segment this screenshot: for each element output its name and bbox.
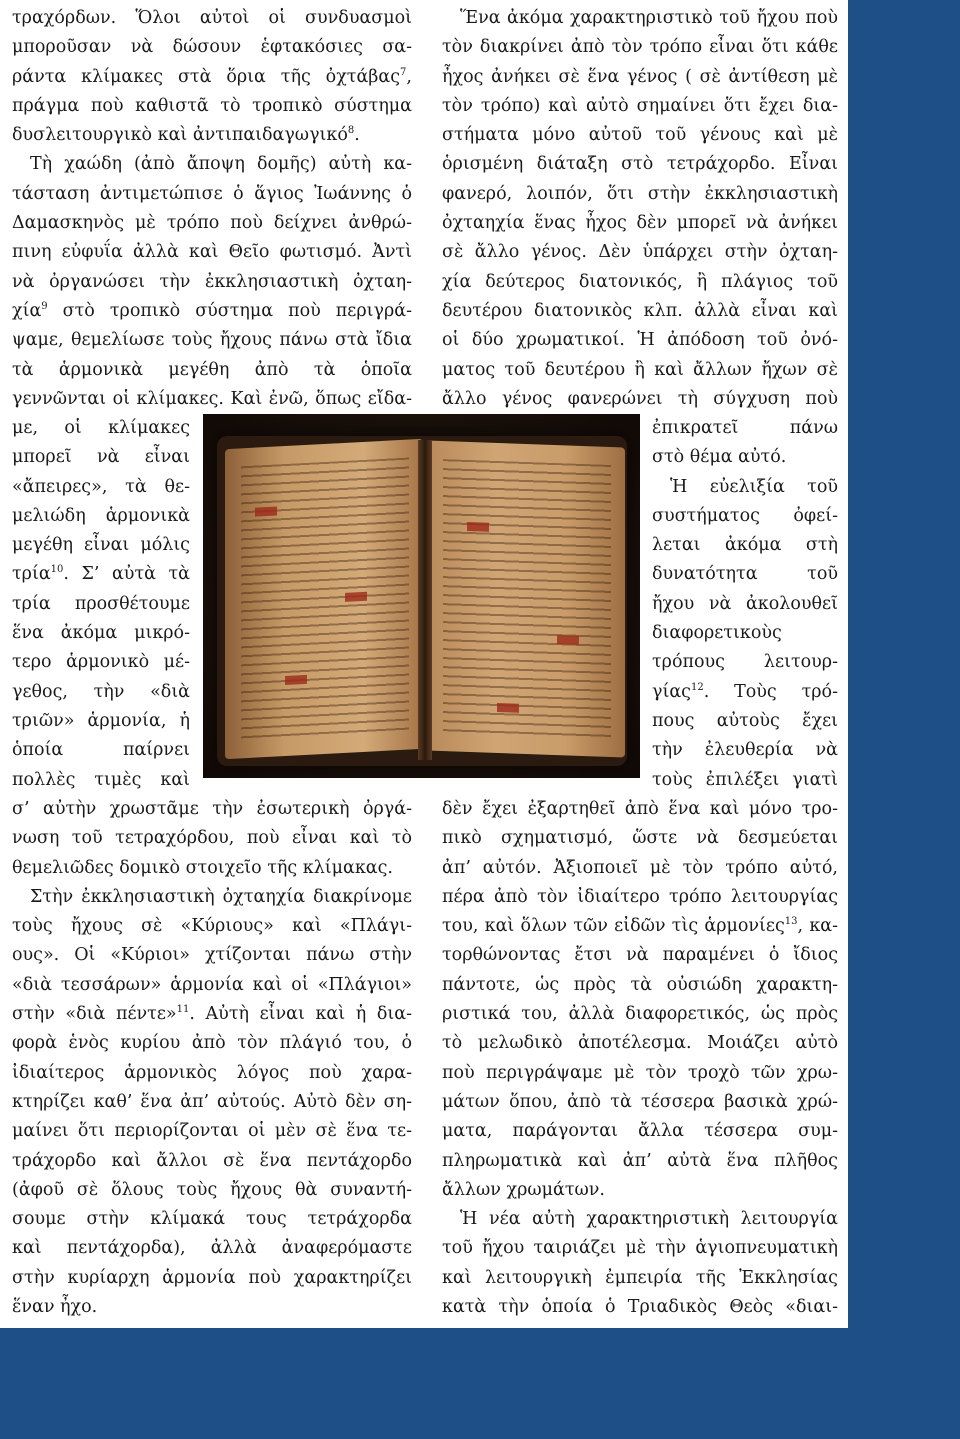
- text-line: πέρα ἀπὸ τὸν ἰδιαίτερο τρόπο λειτουργίας: [442, 886, 838, 907]
- rubric-mark: [345, 592, 367, 602]
- text-line: μεγέθη εἶναι μόλις: [12, 535, 190, 556]
- text-line: οἱ δύο χρωματικοί. Ἡ ἀπόδοση τοῦ ὀνό-: [442, 330, 838, 351]
- text-line: Δαμασκηνὸς μὲ τρόπο ποὺ δείχνει ἀνθρώ-: [12, 213, 412, 234]
- accent-bottom-band: [0, 1328, 960, 1439]
- manuscript-photo: [203, 414, 640, 778]
- text-line: Ἡ νέα αὐτὴ χαρακτηριστικὴ λειτουργία: [460, 1209, 838, 1230]
- text-line: διαφορετικοὺς: [652, 623, 782, 644]
- footnote-ref: 13: [784, 916, 798, 928]
- text-line: στὴν «διὰ πέντε»$^{11}$. Αὐτὴ εἶναι καὶ ἡ δια-: [12, 1004, 412, 1025]
- manuscript-left-page: [225, 439, 423, 759]
- text-line: γίας$^{12}$. Τοὺς τρό-: [652, 681, 838, 702]
- text-line: τάσταση ἀντιμετώπισε ὁ ἅγιος Ἰωάννης ὁ: [12, 183, 412, 204]
- text-line: γεννῶνται οἱ κλίμακες. Καὶ ἐνῶ, ὅπως εἴδα-: [12, 388, 412, 409]
- text-line: σὲ ἄλλο γένος. Δὲν ὑπάρχει στὴν ὀχταη-: [442, 242, 838, 263]
- text-line: τρία προσθέτουμε: [12, 593, 190, 614]
- text-line: γεθος, τὴν «διὰ: [12, 681, 190, 702]
- text-line: δευτέρου διατονικὸς κλπ. ἀλλὰ εἶναι καὶ: [442, 300, 838, 321]
- rubric-mark: [467, 522, 489, 532]
- text-line: συστήματος ὀφεί-: [652, 505, 838, 526]
- text-line: θεμελιῶδες δομικὸ στοιχεῖο τῆς κλίμακας.: [12, 857, 393, 878]
- text-line: μποροῦσαν νὰ δώσουν ἑφτακόσιες σα-: [12, 37, 412, 58]
- text-line: ριστικά του, ἀλλὰ διαφορετικός, ὡς πρὸς: [442, 1004, 838, 1025]
- text-line: ἀπ’ αὐτόν. Ἀξιοποιεῖ μὲ τὸν τρόπο αὐτό,: [442, 857, 838, 878]
- text-line: μαίνει ὅτι περιορίζονται οἱ μὲν σὲ ἕνα τε-: [12, 1121, 412, 1142]
- footnote-ref: 10: [50, 564, 64, 576]
- text-line: καὶ πεντάχορδα), ἀλλὰ ἀναφερόμαστε: [12, 1238, 412, 1259]
- text-line: ματα, παράγονται ἄλλα τέσσερα συμ-: [442, 1121, 838, 1142]
- text-line: ὁποία παίρνει: [12, 740, 190, 761]
- text-line: μελιώδη ἁρμονικὰ: [12, 505, 190, 526]
- text-line: ποὺ περιγράψαμε μὲ τὸν τροχὸ τῶν χρω-: [442, 1062, 838, 1083]
- text-line: ὁρισμένη διάταξη στὸ τετράχορδο. Εἶναι: [442, 154, 838, 175]
- manuscript-text-lines: [443, 459, 611, 739]
- text-line: ἤχου νὰ ἀκολουθεῖ: [652, 593, 838, 614]
- text-line: στήματα μόνο αὐτοῦ τοῦ γένους καὶ μὲ: [442, 125, 838, 146]
- rubric-mark: [497, 703, 519, 713]
- accent-sidebar: [848, 0, 960, 1439]
- text-line: καὶ λειτουργικὴ ἐμπειρία τῆς Ἐκκλησίας: [442, 1267, 838, 1288]
- text-line: τὰ ἁρμονικὰ μεγέθη ἀπὸ τὰ ὁποῖα: [12, 359, 412, 380]
- text-line: τὸν τρόπο) καὶ αὐτὸ σημαίνει ὅτι ἔχει δια-: [442, 95, 838, 116]
- left-column: [12, 4, 412, 414]
- text-line: ματος τοῦ δευτέρου ἢ καὶ ἄλλων ἤχων σὲ: [442, 359, 838, 380]
- text-line: τοὺς ἤχους σὲ «Κύριους» καὶ «Πλάγι-: [12, 916, 412, 937]
- text-line: δυσλειτουργικὸ καὶ ἀντιπαιδαγωγικό$^8$.: [12, 125, 360, 146]
- text-line: νὰ ὀργανώσει τὴν ἐκκλησιαστικὴ ὀχταη-: [12, 271, 412, 292]
- text-line: ψαμε, θεμελίωσε τοὺς ἤχους πάνω στὰ ἴδια: [12, 330, 412, 351]
- footnote-ref: 8: [347, 125, 355, 137]
- text-line: τερο ἁρμονικὸ μέ-: [12, 652, 190, 673]
- text-line: τραχόρδων. Ὅλοι αὐτοὶ οἱ συνδυασμοὶ: [12, 8, 412, 28]
- text-line: τοῦ ἤχου ταιριάζει μὲ τὴν ἁγιοπνευματικὴ: [442, 1238, 838, 1259]
- left-wrap-text: [12, 414, 190, 795]
- text-line: τράχορδο καὶ ἄλλοι σὲ ἕνα πεντάχορδο: [12, 1150, 412, 1171]
- text-line: τριῶν» ἁρμονία, ἡ: [12, 710, 190, 731]
- text-line: ους». Οἱ «Κύριοι» χτίζονται πάνω στὴν: [12, 945, 412, 966]
- manuscript-text-lines: [241, 458, 409, 741]
- text-line: φανερό, λοιπόν, ὅτι στὴν ἐκκλησιαστικὴ: [442, 183, 838, 204]
- text-line: ἕνα ἀκόμα μικρό-: [12, 623, 190, 644]
- text-line: σ’ αὐτὴν χρωστᾶμε τὴν ἐσωτερικὴ ὀργά-: [12, 799, 412, 819]
- text-line: (ἀφοῦ σὲ ὅλους τοὺς ἤχους θὰ συναντή-: [12, 1179, 412, 1200]
- text-line: τρόπους λειτουρ-: [652, 652, 838, 673]
- text-line: λεται ἀκόμα στὴ: [652, 535, 838, 556]
- text-line: στὸ θέμα αὐτό.: [652, 447, 787, 468]
- text-line: στὴν κυρίαρχη ἁρμονία ποὺ χαρακτηρίζει: [12, 1267, 412, 1288]
- text-line: τορθώνοντας ἔτσι νὰ παραμένει ὁ ἴδιος: [442, 945, 838, 966]
- manuscript-right-page: [427, 441, 625, 758]
- text-line: κατὰ τὴν ὁποία ὁ Τριαδικὸς Θεὸς «διαι-: [442, 1297, 838, 1318]
- text-line: φορὰ ἑνὸς κυρίου ἀπὸ τὸν πλάγιό του, ὁ: [12, 1033, 412, 1054]
- text-line: Στὴν ἐκκλησιαστικὴ ὀχταηχία διακρίνομε: [30, 886, 412, 907]
- text-line: πικὸ σχηματισμό, ὥστε νὰ δεσμεύεται: [442, 828, 838, 849]
- rubric-mark: [285, 675, 307, 685]
- footnote-ref: 7: [400, 66, 407, 78]
- text-line: νωση τοῦ τετραχόρδου, ποὺ εἶναι καὶ τὸ: [12, 828, 412, 849]
- rubric-mark: [255, 506, 277, 516]
- text-line: ἐπικρατεῖ πάνω: [652, 418, 838, 438]
- right-bottom-text: [442, 795, 838, 1322]
- text-line: τοὺς ἐπιλέξει γιατὶ: [652, 769, 838, 790]
- book-spine: [418, 440, 432, 760]
- right-wrap-text: [652, 414, 838, 795]
- text-line: δυνατότητα τοῦ: [652, 564, 838, 585]
- text-line: «διὰ τεσσάρων» ἁρμονία καὶ οἱ «Πλάγιοι»: [12, 974, 412, 995]
- text-line: Τὴ χαώδη (ἀπὸ ἄποψη δομῆς) αὐτὴ κα-: [30, 154, 412, 175]
- footnote-ref: 11: [176, 1004, 190, 1016]
- text-line: μάτων ὅπου, ἀπὸ τὰ τέσσερα βασικὰ χρώ-: [442, 1091, 838, 1112]
- right-column: [442, 4, 838, 414]
- text-line: σουμε στὴν κλίμακά τους τετράχορδα: [12, 1209, 412, 1230]
- text-line: ἄλλων χρωμάτων.: [442, 1179, 605, 1200]
- text-line: τὸν διακρίνει ἀπὸ τὸν τρόπο εἶναι ὅτι κάθε: [442, 37, 838, 58]
- text-line: τὸ μελωδικὸ ἀποτέλεσμα. Μοιάζει αὐτὸ: [442, 1033, 838, 1054]
- text-line: «ἄπειρες», τὰ θε-: [12, 476, 190, 497]
- text-line: Ἕνα ἀκόμα χαρακτηριστικὸ τοῦ ἤχου ποὺ: [460, 8, 838, 28]
- text-line: ὀχταηχία ἕνας ἦχος δὲν μπορεῖ νὰ ἀνήκει: [442, 213, 838, 234]
- text-line: ἦχος ἀνήκει σὲ ἕνα γένος ( σὲ ἀντίθεση μὲ: [442, 66, 838, 87]
- text-line: μπορεῖ νὰ εἶναι: [12, 447, 190, 468]
- text-line: πινη εὐφυΐα ἀλλὰ καὶ Θεῖο φωτισμό. Ἀντὶ: [12, 242, 412, 263]
- rubric-mark: [557, 635, 579, 645]
- text-line: πάντοτε, ὡς πρὸς τὰ οὐσιώδη χαρακτη-: [442, 974, 838, 995]
- text-line: ράντα κλίμακες στὰ ὅρια τῆς ὀχτάβας$^7$,: [12, 66, 412, 87]
- text-line: με, οἱ κλίμακες: [12, 418, 190, 438]
- text-line: ἕναν ἦχο.: [12, 1297, 98, 1318]
- footnote-ref: 12: [690, 681, 704, 693]
- left-bottom-text: [12, 795, 412, 1322]
- footnote-ref: 9: [41, 300, 48, 312]
- text-line: Ἡ εὐελιξία τοῦ: [670, 476, 838, 497]
- text-line: πους αὐτοὺς ἔχει: [652, 710, 838, 731]
- text-line: πληρωματικὰ καὶ ἀπ’ αὐτὰ ἕνα πλῆθος: [442, 1150, 838, 1171]
- text-line: πολλὲς τιμὲς καὶ: [12, 769, 190, 790]
- text-line: ἄλλο γένος φανερώνει τὴ σύγχυση ποὺ: [442, 388, 838, 409]
- text-line: ἰδιαίτερος ἁρμονικὸς λόγος ποὺ χαρα-: [12, 1062, 412, 1083]
- text-line: χία$^9$ στὸ τροπικὸ σύστημα ποὺ περιγρά-: [12, 300, 412, 321]
- text-line: του, καὶ ὅλων τῶν εἰδῶν τὶς ἁρμονίες$^{13}$, κα-: [442, 916, 838, 937]
- text-line: τὴν ἐλευθερία νὰ: [652, 740, 838, 761]
- text-line: τρία$^{10}$. Σ’ αὐτὰ τὰ: [12, 564, 190, 585]
- text-line: χία δεύτερος διατονικός, ἢ πλάγιος τοῦ: [442, 271, 838, 292]
- text-line: δὲν ἔχει ἐξαρτηθεῖ ἀπὸ ἕνα καὶ μόνο τρο-: [442, 799, 838, 819]
- text-line: κτηρίζει καθ’ ἕνα ἀπ’ αὐτούς. Αὐτὸ δὲν ση-: [12, 1091, 412, 1112]
- text-line: πράγμα ποὺ καθιστᾶ τὸ τροπικὸ σύστημα: [12, 95, 412, 116]
